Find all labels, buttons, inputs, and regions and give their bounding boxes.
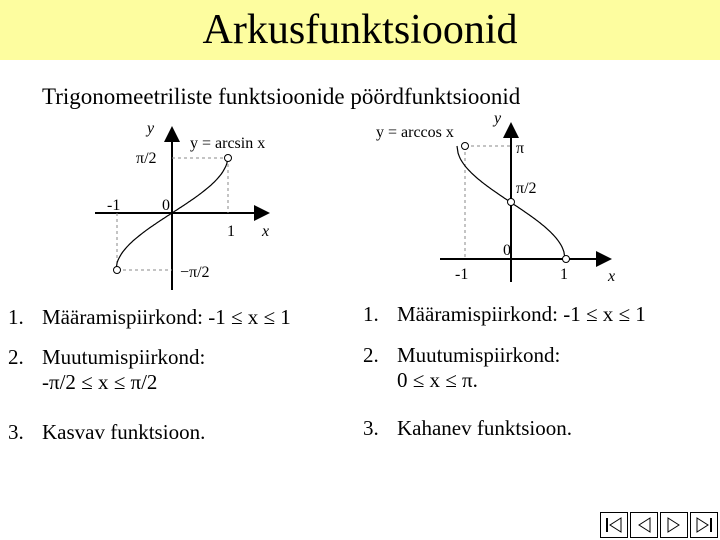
right-property-3-number: 3.: [363, 416, 379, 440]
right-property-3-text: Kahanev funktsioon.: [397, 416, 572, 440]
arccos-x-right-label: 1: [560, 266, 568, 283]
left-property-2-number: 2.: [8, 345, 24, 369]
page-title: Arkusfunktsioonid: [202, 7, 518, 53]
arcsin-function-label: [190, 135, 265, 153]
right-property-2-range: 0 ≤ x ≤ π.: [397, 368, 478, 392]
arcsin-origin-label: 0: [162, 197, 170, 214]
arccos-endpoint-right: [563, 256, 570, 263]
right-property-2-text: Muutumispiirkond:: [397, 343, 561, 367]
right-property-2-number: 2.: [363, 343, 379, 367]
arccos-endpoint-left: [462, 143, 469, 150]
first-slide-button[interactable]: [600, 512, 628, 538]
right-property-1-number: 1.: [363, 302, 379, 326]
left-property-2-text: Muutumispiirkond:: [42, 345, 206, 369]
arcsin-y-bottom-label: −π/2: [180, 264, 210, 281]
first-slide-icon: [601, 513, 627, 537]
left-property-1-number: 1.: [8, 305, 24, 329]
right-property-1-text: Määramispiirkond: -1 ≤ x ≤ 1: [397, 302, 646, 326]
arccos-x-label: x: [608, 268, 616, 285]
last-slide-button[interactable]: [690, 512, 718, 538]
arcsin-function-text: y = arcsin x: [190, 135, 266, 152]
arccos-y-label: y: [494, 110, 502, 127]
next-slide-button[interactable]: [660, 512, 688, 538]
previous-slide-icon: [631, 513, 657, 537]
arccos-y-mid-label: π/2: [516, 180, 537, 197]
arcsin-x-right-label: 1: [227, 223, 235, 240]
last-slide-icon: [691, 513, 717, 537]
arcsin-endpoint-bottom: [114, 267, 121, 274]
arccos-origin-label: 0: [503, 242, 511, 259]
left-property-1-text: Määramispiirkond: -1 ≤ x ≤ 1: [42, 305, 291, 329]
arccos-endpoint-mid: [508, 199, 515, 206]
subtitle: Trigonomeetriliste funktsioonide pöördfunktsioonid: [42, 84, 521, 109]
arcsin-endpoint-top: [225, 155, 232, 162]
arccos-function-label: y = arccos x: [376, 124, 454, 141]
arcsin-x-left-label: -1: [107, 197, 121, 214]
arccos-graph: [440, 124, 610, 282]
arcsin-y-label: y: [147, 120, 155, 137]
arccos-x-left-label: -1: [455, 266, 469, 283]
left-property-3-text: Kasvav funktsioon.: [42, 420, 206, 444]
arccos-y-top-label: π: [516, 140, 525, 157]
slide-navigation: [600, 512, 720, 538]
left-property-2-range: -π/2 ≤ x ≤ π/2: [42, 370, 158, 394]
previous-slide-button[interactable]: [630, 512, 658, 538]
left-property-3-number: 3.: [8, 420, 24, 444]
arcsin-x-label: x: [262, 223, 270, 240]
arcsin-y-top-label: π/2: [136, 150, 157, 167]
next-slide-icon: [661, 513, 687, 537]
